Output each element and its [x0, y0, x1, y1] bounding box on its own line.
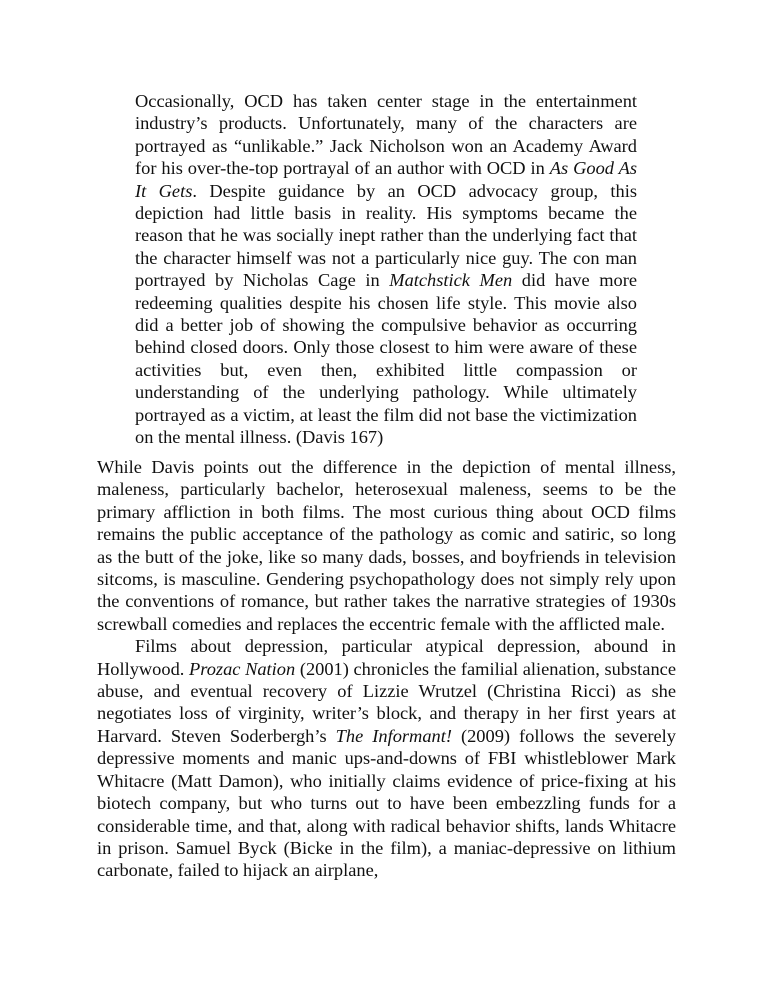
paragraph-2-text-3: (2009) follows the severely depressive moments and manic ups-and-downs of FBI whistleblower Mark Whitacre (Matt Damon), who initially claims evidence of price-fixing at his biotech company, but who turns out to have been embezzling funds for a considerable time, and that, along with radical behavior shifts, lands Whitacre in prison. Samuel Byck (Bicke in the film), a maniac-depressive on lithium carbonate, failed to hijack an airplane,: [97, 725, 676, 881]
body-text: [97, 456, 676, 882]
film-title-as-good-as-it-gets: As Good As It Gets: [135, 158, 637, 201]
block-quote: [135, 90, 637, 449]
paragraph-2-text-2: (2001) chronicles the familial alienation, substance abuse, and eventual recovery of Lizzie Wrutzel (Christina Ricci) as she negotiates loss of virginity, writer’s block, and therapy in her first years at Harvard. Steven Soderbergh’s: [97, 658, 676, 746]
paragraph-2: [97, 635, 676, 881]
quote-text-1: Occasionally, OCD has taken center stage in the entertainment industry’s products. Unfortunately, many of the characters are portrayed as “unlikable.” Jack Nicholson won an Academy Award for his over-the-top portrayal of an author with OCD in: [135, 91, 637, 179]
film-title-matchstick-men: Matchstick Men: [389, 270, 513, 291]
film-title-prozac-nation: Prozac Nation: [189, 658, 296, 679]
quote-text-3: did have more redeeming qualities despite his chosen life style. This movie also did a better job of showing the compulsive behavior as occurring behind closed doors. Only those closest to him were aware of these activities but, even then, exhibited little compassion or understanding of the underlying pathology. While ultimately portrayed as a victim, at least the film did not base the victimization on the mental illness. (Davis 167): [135, 270, 637, 448]
paragraph-2-text-1: Films about depression, particular atypical depression, abound in Hollywood.: [97, 636, 676, 679]
film-title-the-informant: The Informant!: [335, 725, 452, 746]
paragraph-1: While Davis points out the difference in the depiction of mental illness, maleness, particularly bachelor, heterosexual maleness, seems to be the primary affliction in both films. The most curious thing about OCD films remains the public acceptance of the pathology as comic and satiric, so long as the butt of the joke, like so many dads, bosses, and boyfriends in television sitcoms, is masculine. Gendering psychopathology does not simply rely upon the conventions of romance, but rather takes the narrative strategies of 1930s screwball comedies and replaces the eccentric female with the afflicted male.: [97, 457, 676, 634]
quote-text-2: . Despite guidance by an OCD advocacy group, this depiction had little basis in reality. His symptoms became the reason that he was socially inept rather than the underlying fact that the character himself was not a particularly nice guy. The con man portrayed by Nicholas Cage in: [135, 180, 637, 291]
